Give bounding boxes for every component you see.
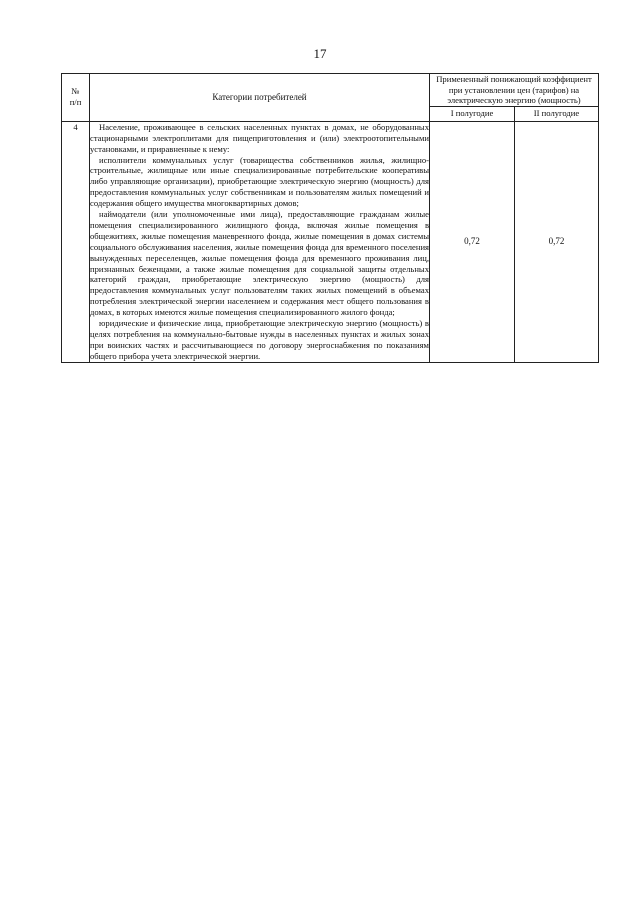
coefficient-column-header: Примененный понижающий коэффициент при установлении цен (тарифов) на электрическую энергию (мощность) [430,74,599,107]
number-abbrev: п/п [69,97,82,108]
page-number: 17 [313,46,327,61]
half-1-header: I полугодие [430,106,515,121]
half-2-value: 0,72 [515,121,599,362]
number-sign: № [71,86,80,97]
table-row [62,121,599,362]
category-paragraph: юридические и физические лица, приобретающие электрическую энергию (мощность) в целях потребления на коммунально-бытовые нужды в населенных пунктах и жилых зонах при воинских частях и рассчитывающиеся по договору энергоснабжения по показаниям общего прибора учета электрической энергии. [90,318,429,361]
category-paragraph: наймодатели (или уполномоченные ими лица), предоставляющие гражданам жилые помещения специализированного жилищного фонда, включая жилые помещения в общежитиях, жилые помещения маневренного фонда, жилые помещения в домах системы социального обслуживания населения, жилые помещения фонда для временного поселения вынужденных переселенцев, жилые помещения фонда для временного проживания лиц, признанных беженцами, а также жилые помещения для социальной защиты отдельных категорий граждан, приобретающие электрическую энергию (мощность) для предоставления коммунальных услуг пользователям таких жилых помещений в объемах потребления электрической энергии населением и содержания мест общего пользования в домах, в которых имеются жилые помещения специализированного жилого фонда; [90,209,429,318]
table-header-row [62,74,599,107]
category-description [90,121,430,362]
tariff-coefficient-table [61,73,599,363]
category-paragraph: Население, проживающее в сельских населенных пунктах в домах, не оборудованных стационарными электроплитами для пищеприготовления и (или) электроотопительными установками, и приравненные к нему: [90,121,429,154]
category-column-header: Категории потребителей [90,74,430,122]
category-paragraph: исполнители коммунальных услуг (товарищества собственников жилья, жилищно-строительные, жилищные или иные специализированные потребительские кооперативы либо управляющие организации), приобретающие электрическую энергию (мощность) для предоставления коммунальных услуг собственникам и пользователям жилых помещений и содержания общего имущества многоквартирных домов; [90,154,429,209]
half-2-header: II полугодие [515,106,599,121]
number-column-header [62,74,90,122]
half-1-value: 0,72 [430,121,515,362]
row-number: 4 [62,121,90,362]
